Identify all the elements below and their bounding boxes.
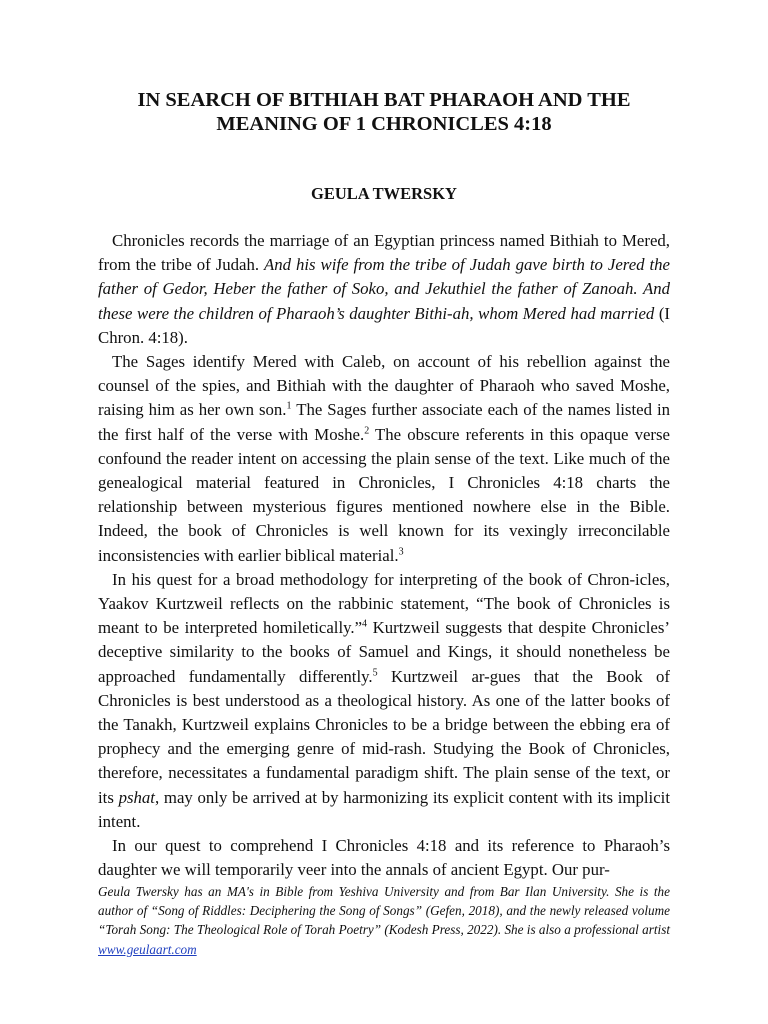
paragraph-2-text: The obscure referents in this opaque verse confound the reader intent on accessing the plain sense of the text. Like much of the genealogical material featured in Chronicles, I Chronicles 4:18 charts the relationship between mysterious figures mentioned nowhere else in the Bible. Indeed, the book of Chronicles is well known for its vexingly irreconcilable inconsistencies with earlier biblical material. bbox=[98, 424, 671, 565]
paragraph-3-text: Kurtzweil ar-gues that the Book of Chronicles is best understood as a theological history. As one of the latter books of the Tanakh, Kurtzweil explains Chronicles to be a bridge between the ebbing era of prophecy and the emerging genre of mid-rash. Studying the Book of Chronicles, therefore, necessitates a fundamental paradigm shift. The plain sense of the text, or its bbox=[98, 666, 670, 807]
paragraph-3 bbox=[98, 568, 670, 834]
paragraph-2-text: The Sages identify Mered with Caleb, on account of his rebellion against the counsel of the spies, and Bithiah with the daughter of Pharaoh who saved Moshe, raising him as her own son. bbox=[98, 352, 670, 420]
article-title bbox=[98, 88, 670, 136]
verse-quote: And his wife from the tribe of Judah gave birth to Jered the father of Gedor, Heber the father of Soko, and Jekuthiel the father of Zanoah. And these were the children of Pharaoh’s daughter Bithi-ah, whom Mered had married bbox=[98, 255, 670, 323]
paragraph-3-text: Kurtzweil suggests that despite Chronicles’ deceptive similarity to the books of Samuel and Kings, it should nonetheless be approached fundamentally differently. bbox=[98, 618, 670, 686]
footnote-marker-2[interactable]: 2 bbox=[364, 425, 370, 437]
paragraph-2 bbox=[98, 350, 670, 568]
footnote-marker-3[interactable]: 3 bbox=[398, 546, 404, 558]
paragraph-3-text: In his quest for a broad methodology for interpreting of the book of Chron-icles, Yaakov Kurtzweil reflects on the rabbinic statement, “The book of Chronicles is meant to be interpreted homiletically.” bbox=[98, 569, 670, 638]
verse-citation: (I Chron. 4:18). bbox=[98, 303, 670, 347]
author-bio-footnote bbox=[98, 882, 670, 959]
footnote-marker-5[interactable]: 5 bbox=[372, 667, 378, 679]
paragraph-1 bbox=[98, 229, 670, 350]
article-page bbox=[98, 88, 670, 882]
paragraph-1-text: Chronicles records the marriage of an Egyptian princess named Bithiah to Mered, from the tribe of Judah. bbox=[98, 231, 670, 275]
paragraph-3-text: , may only be arrived at by harmonizing its explicit content with its implicit intent. bbox=[98, 787, 670, 831]
pshat-term: pshat bbox=[118, 787, 155, 807]
title-line-2: MEANING OF 1 CHRONICLES 4:18 bbox=[216, 113, 552, 135]
footnote-marker-4[interactable]: 4 bbox=[362, 618, 368, 630]
footnote-marker-1[interactable]: 1 bbox=[286, 400, 292, 412]
footnote-text: Geula Twersky has an MA's in Bible from Yeshiva University and from Bar Ilan University. She is the author of “Song of Riddles: Deciphering the Song of Songs” (Gefen, 2018), and the newly released volume “Torah Song: The Theological Role of Torah Poetry” (Kodesh Press, 2022). She is also a professional artist bbox=[98, 884, 670, 938]
paragraph-4-text: In our quest to comprehend I Chronicles 4:18 and its reference to Pharaoh’s daughter we will temporarily veer into the annals of ancient Egypt. Our pur- bbox=[98, 836, 670, 880]
title-line-1: IN SEARCH OF BITHIAH BAT PHARAOH AND THE bbox=[137, 89, 631, 111]
paragraph-4 bbox=[98, 834, 670, 882]
paragraph-2-text: The Sages further associate each of the names listed in the first half of the verse with Moshe. bbox=[98, 400, 670, 444]
website-link[interactable]: www.geulaart.com bbox=[98, 941, 197, 957]
article-body bbox=[98, 229, 670, 882]
author-name: GEULA TWERSKY bbox=[311, 184, 457, 203]
